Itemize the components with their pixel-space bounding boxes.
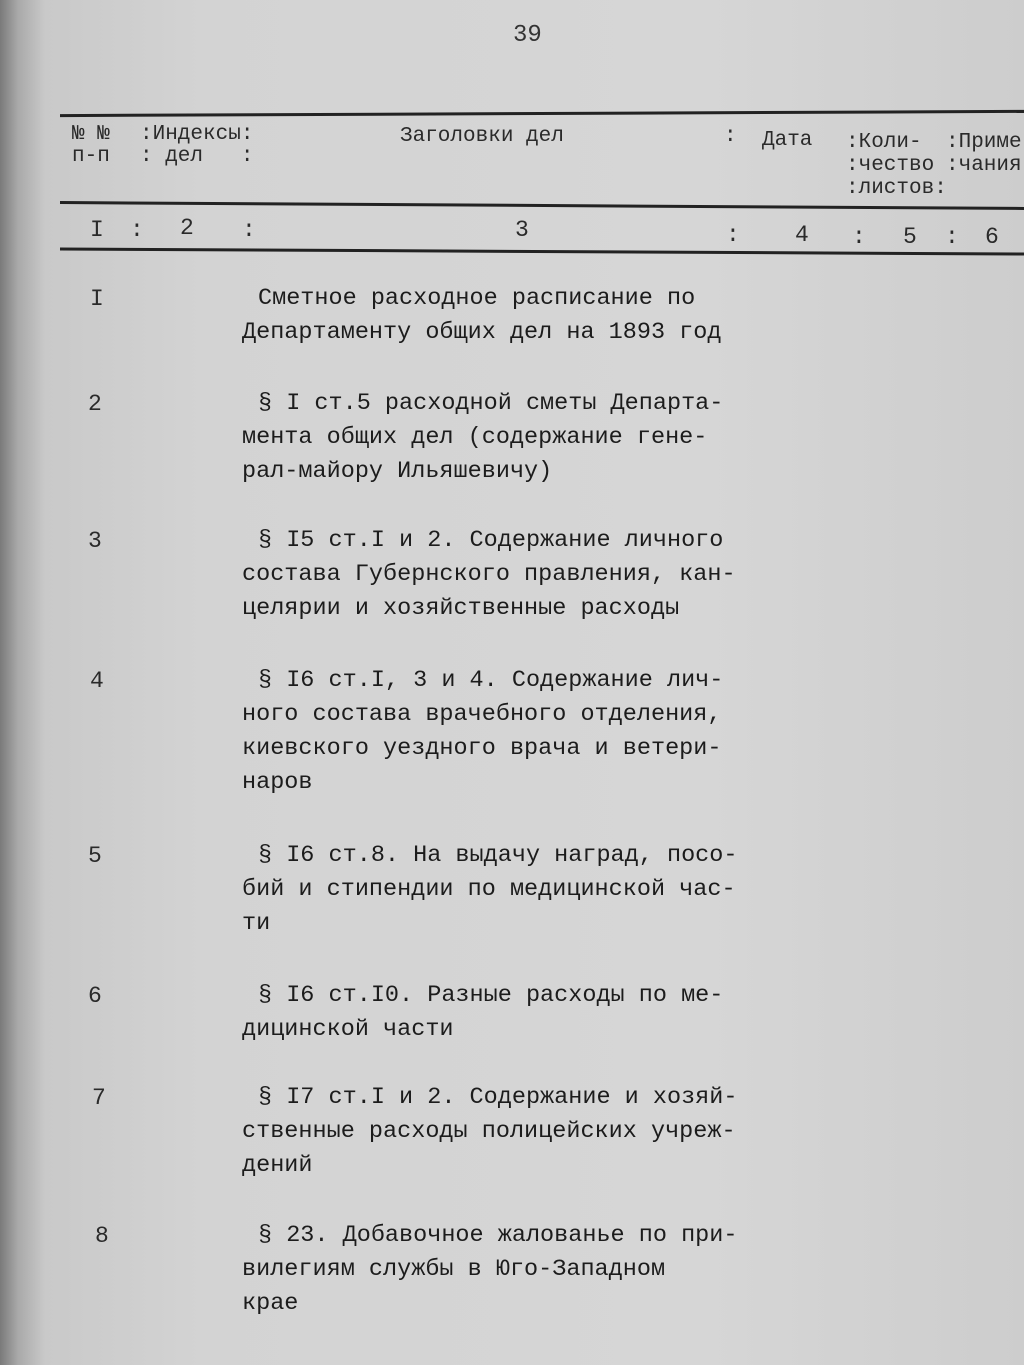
entry-title [242, 1081, 737, 1183]
entry-title-line: § I6 ст.I, 3 и 4. Содержание лич- [258, 667, 724, 694]
entry-title-line: Департаменту общих дел на 1893 год [242, 319, 722, 346]
header-col3: Заголовки дел [400, 125, 564, 148]
entry-title-line: ти [242, 910, 271, 937]
header-col5-line3: :листов: [846, 177, 947, 200]
header-col2-line1: :Индексы: [140, 123, 254, 146]
header-col1-line2: п-п [72, 145, 110, 168]
entry-title-line: состава Губернского правления, кан- [242, 561, 736, 588]
entry-title-line: дений [242, 1152, 313, 1179]
entry-number: 7 [92, 1085, 106, 1111]
header-col2-line2: : дел : [140, 145, 254, 168]
entry-title-line: бий и стипендии по медицинской час- [242, 876, 736, 903]
header-middle-rule [60, 201, 1024, 210]
entry-title-line: дицинской части [242, 1016, 454, 1043]
entry-title-line: § 23. Добавочное жалованье по при- [258, 1222, 738, 1249]
entry-title [242, 282, 721, 350]
entry-title-line: рал-майору Ильяшевичу) [242, 458, 553, 485]
header-col5-line1: :Коли- [846, 131, 922, 154]
entry-title-line: ного состава врачебного отделения, [242, 701, 722, 728]
header-col1-line1: № № [72, 123, 110, 146]
entry-number: 4 [90, 668, 104, 694]
page-number: 39 [513, 22, 542, 49]
column-number-1: I [90, 217, 104, 243]
column-number-3: 3 [515, 217, 529, 243]
entry-title-line: мента общих дел (содержание гене- [242, 424, 708, 451]
entry-number: 8 [95, 1223, 109, 1249]
entry-number: 3 [88, 528, 102, 554]
entry-title-line: § I5 ст.I и 2. Содержание личного [258, 527, 724, 554]
entry-title-line: крае [242, 1290, 299, 1317]
column-number-4: 4 [795, 222, 809, 248]
header-col5-line2: :чество [846, 154, 935, 177]
entry-title-line: § I6 ст.8. На выдачу наград, посо- [258, 842, 738, 869]
entry-number: 6 [88, 983, 102, 1009]
header-col6-line2: :чания [946, 154, 1022, 177]
column-number-6: 6 [985, 224, 999, 250]
entry-title [242, 839, 737, 941]
entry-number: 5 [88, 843, 102, 869]
header-col6-line1: :Приме [946, 131, 1022, 154]
entry-number: 2 [88, 391, 102, 417]
entry-title-line: § I ст.5 расходной сметы Департа- [258, 390, 724, 417]
entry-title-line: ственные расходы полицейских учреж- [242, 1118, 736, 1145]
entry-title [242, 524, 736, 626]
table-top-rule [60, 110, 1024, 117]
entry-number: I [90, 286, 104, 312]
entry-title-line: вилегиям службы в Юго-Западном [242, 1256, 666, 1283]
header-bottom-rule [60, 247, 1024, 255]
entry-title-line: § I7 ст.I и 2. Содержание и хозяй- [258, 1084, 738, 1111]
entry-title [242, 664, 723, 800]
entry-title-line: наров [242, 769, 313, 796]
column-number-2: 2 [180, 215, 194, 241]
column-number-5: 5 [903, 224, 917, 250]
entry-title [242, 979, 723, 1047]
entry-title-line: целярии и хозяйственные расходы [242, 595, 680, 622]
entry-title-line: киевского уездного врача и ветери- [242, 735, 722, 762]
entry-title-line: Сметное расходное расписание по [258, 285, 696, 312]
entry-title-line: § I6 ст.I0. Разные расходы по ме- [258, 982, 724, 1009]
header-col4: Дата [762, 129, 813, 152]
entry-title [242, 387, 723, 489]
entry-title [242, 1219, 737, 1321]
